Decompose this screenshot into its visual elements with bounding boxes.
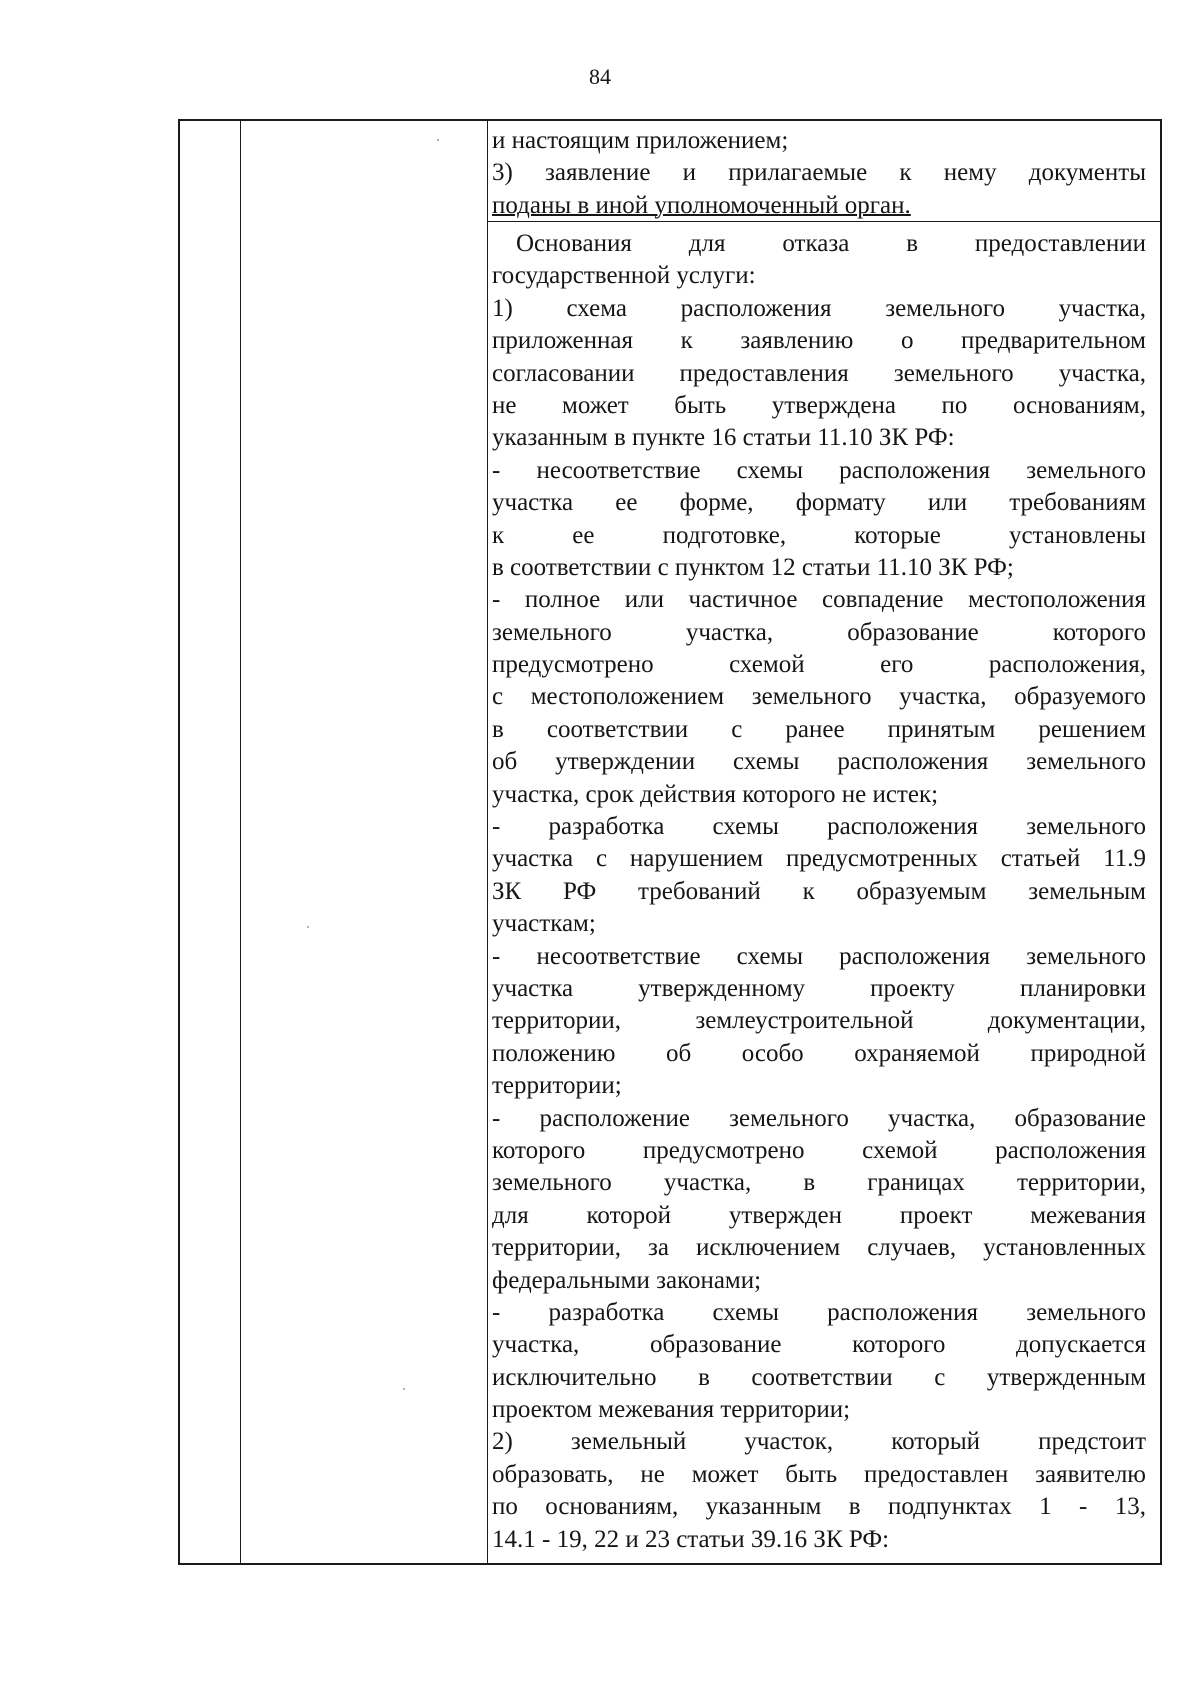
text-line: Основания для отказа в предоставлении [516,230,1146,257]
text-line: 1) схема расположения земельного участка, [492,294,1146,322]
text-line: 14.1 - 19, 22 и 23 статьи 39.16 ЗК РФ: [492,1525,890,1553]
text-line: территории, за исключением случаев, установленных [492,1234,1146,1262]
text-line: и настоящим приложением; [492,127,789,154]
page-number: 84 [589,64,611,89]
text-line: участка утвержденному проекту планировки [492,974,1146,1002]
scan-speck [437,139,439,141]
text-line: земельного участка, образование которого [492,618,1146,646]
text-line: земельного участка, в границах территории, [492,1169,1146,1197]
text-line: в соответствии с пунктом 12 статьи 11.10 ЗК РФ; [492,553,1014,581]
text-line: участка, образование которого допускается [492,1331,1146,1359]
text-line: территории; [492,1072,622,1100]
text-line: проектом межевания территории; [492,1396,851,1424]
text-line: с местоположением земельного участка, образуемого [492,683,1146,711]
scan-speck [403,1388,405,1390]
text-line: - несоответствие схемы расположения земельного [492,942,1146,970]
text-line: по основаниям, указанным в подпунктах 1 - 13, [492,1493,1146,1521]
document-table [178,119,1162,1565]
text-line: указанным в пункте 16 статьи 11.10 ЗК РФ: [492,424,955,452]
text-line: приложенная к заявлению о предварительном [492,327,1146,355]
text-line: территории, землеустроительной документации, [492,1007,1146,1035]
text-line: не может быть утверждена по основаниям, [492,391,1146,419]
text-line: к ее подготовке, которые установлены [492,521,1146,549]
text-line: 2) земельный участок, который предстоит [492,1428,1146,1456]
text-line: - разработка схемы расположения земельного [492,813,1146,841]
table-cell-refusal-grounds [492,228,1146,1556]
text-line: участка, срок действия которого не истек; [492,780,939,808]
table-column-divider-2 [487,121,488,1563]
text-line: для которой утвержден проект межевания [492,1201,1146,1229]
text-line: 3) заявление и прилагаемые к нему документы [492,159,1146,187]
text-line: участкам; [492,910,596,938]
table-cell-top [492,125,1146,222]
text-line: - несоответствие схемы расположения земельного [492,456,1146,484]
text-line: участка с нарушением предусмотренных статьей 11.9 [492,845,1146,873]
text-line: поданы в иной уполномоченный орган. [492,191,911,219]
text-line: которого предусмотрено схемой расположения [492,1136,1146,1164]
text-line: государственной услуги: [492,262,756,290]
text-line: - расположение земельного участка, образование [492,1104,1146,1132]
scan-speck [307,926,309,928]
table-column-divider-1 [240,121,241,1563]
text-line: согласовании предоставления земельного участка, [492,359,1146,387]
text-line: - разработка схемы расположения земельного [492,1298,1146,1326]
text-line: участка ее форме, формату или требованиям [492,489,1146,517]
text-line: - полное или частичное совпадение местоположения [492,586,1146,614]
text-line: об утверждении схемы расположения земельного [492,748,1146,776]
text-line: ЗК РФ требований к образуемым земельным [492,877,1146,905]
text-line: положению об особо охраняемой природной [492,1039,1146,1067]
text-line: в соответствии с ранее принятым решением [492,715,1146,743]
text-line: предусмотрено схемой его расположения, [492,651,1146,679]
text-line: образовать, не может быть предоставлен заявителю [492,1460,1146,1488]
text-line: федеральными законами; [492,1266,762,1294]
text-line: исключительно в соответствии с утвержденным [492,1363,1146,1391]
